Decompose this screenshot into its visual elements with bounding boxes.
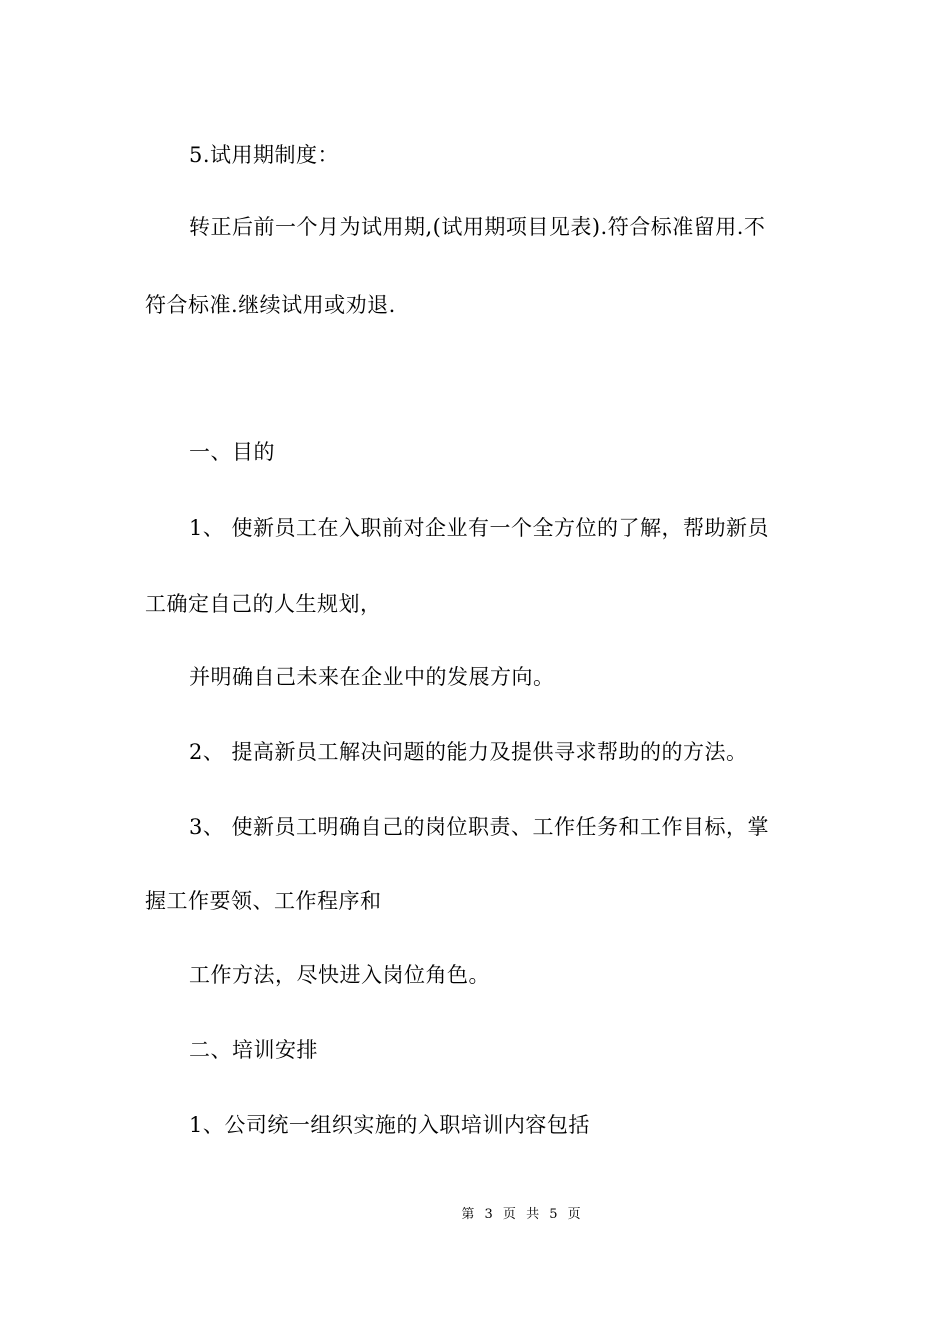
purpose-item-1-line-1: 1、 使新员工在入职前对企业有一个全方位的了解，帮助新员 — [189, 516, 770, 540]
probation-paragraph-line-1: 转正后前一个月为试用期,(试用期项目见表).符合标准留用.不 — [189, 215, 766, 239]
page-footer — [0, 1206, 950, 1224]
purpose-item-1-line-3: 并明确自己未来在企业中的发展方向。 — [189, 665, 555, 689]
purpose-item-3-line-2: 握工作要领、工作程序和 — [145, 889, 382, 913]
footer-ye-2: 页 — [567, 1207, 581, 1222]
purpose-item-3-line-1: 3、 使新员工明确自己的岗位职责、工作任务和工作目标，掌 — [189, 815, 770, 839]
footer-ye-1: 页 — [502, 1207, 516, 1222]
purpose-item-1-line-2: 工确定自己的人生规划， — [145, 592, 382, 616]
footer-di: 第 — [461, 1207, 475, 1222]
probation-heading: 5.试用期制度： — [189, 143, 340, 167]
probation-paragraph-line-2: 符合标准.继续试用或劝退. — [145, 293, 396, 317]
training-item-1: 1、公司统一组织实施的入职培训内容包括 — [189, 1113, 590, 1137]
footer-total-pages: 5 — [549, 1207, 558, 1222]
section-training-heading: 二、培训安排 — [189, 1038, 318, 1062]
purpose-item-3-line-3: 工作方法，尽快进入岗位角色。 — [189, 963, 490, 987]
section-purpose-heading: 一、目的 — [189, 440, 275, 464]
footer-gong: 共 — [526, 1207, 540, 1222]
footer-current-page: 3 — [484, 1207, 493, 1222]
purpose-item-2: 2、 提高新员工解决问题的能力及提供寻求帮助的的方法。 — [189, 740, 748, 764]
